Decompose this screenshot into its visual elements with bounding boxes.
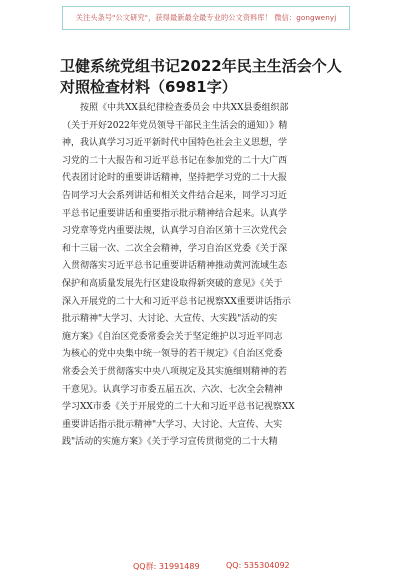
header-banner xyxy=(62,6,350,30)
title-line: 对照检查材料（6981字） xyxy=(60,78,237,96)
body-line: 平总书记重要讲话和重要指示批示精神结合起来。认真学 xyxy=(62,208,288,219)
body-line: 按照《中共XX县纪律检查委员会 中共XX县委组织部 xyxy=(80,103,289,113)
footer-qq-contact: QQ: 535304092 xyxy=(226,561,290,570)
body-line: 神，我认真学习习近平新时代中国特色社会主义思想，学 xyxy=(62,138,288,149)
document-title xyxy=(60,56,360,98)
body-line: 干意见》。认真学习市委五届五次、六次、七次全会精神 xyxy=(62,384,283,395)
body-line: 习党章等党内重要法规，认真学习自治区第十三次党代会 xyxy=(62,226,288,237)
title-line: 卫健系统党组书记2022年民主生活会个人 xyxy=(60,57,342,75)
body-line: 常委会关于贯彻落实中央八项规定及其实施细则精神的若 xyxy=(62,366,288,377)
body-line: （关于开好2022年党员领导干部民主生活会的通知）》精 xyxy=(62,120,288,131)
body-line: 批示精神"大学习、大讨论、大宣传、大实践"活动的实 xyxy=(62,314,278,325)
body-line: 代表团讨论时的重要讲话精神，坚持把学习党的二十大报 xyxy=(62,173,288,184)
body-line: 入贯彻落实习近平总书记重要讲话精神推动黄河流域生态 xyxy=(62,261,288,272)
body-line: 重要讲话指示批示精神"大学习、大讨论、大宣传、大实 xyxy=(62,419,283,430)
footer xyxy=(0,561,408,575)
body-line: 学习XX市委《关于开展党的二十大和习近平总书记视察XX xyxy=(62,402,295,413)
body-line: 践"活动的实施方案》《关于学习宣传贯彻党的二十大精 xyxy=(62,437,278,448)
body-line: 和十三届一次、二次全会精神，学习自治区党委《关于深 xyxy=(62,243,288,254)
body-line: 深入开展党的二十大和习近平总书记视察XX重要讲话指示 xyxy=(62,296,291,307)
header-banner-text: 关注头条号"公文研究"，获得最新最全最专业的公文资料库！ 微信：gongwenyj xyxy=(75,13,337,22)
footer-qq-group: QQ群: 31991489 xyxy=(133,562,200,571)
body-line: 告同学习大会系列讲话和相关文件结合起来，同学习习近 xyxy=(62,190,288,201)
body-line: 为核心的党中央集中统一领导的若干规定》《自治区党委 xyxy=(62,349,283,360)
document-body xyxy=(62,100,358,452)
body-line: 施方案》《自治区党委常委会关于坚定维护以习近平同志 xyxy=(62,331,283,342)
body-line: 习党的二十大报告和习近平总书记在参加党的二十大广西 xyxy=(62,155,288,166)
body-line: 保护和高质量发展先行区建设取得新突破的意见》《关于 xyxy=(62,278,283,289)
